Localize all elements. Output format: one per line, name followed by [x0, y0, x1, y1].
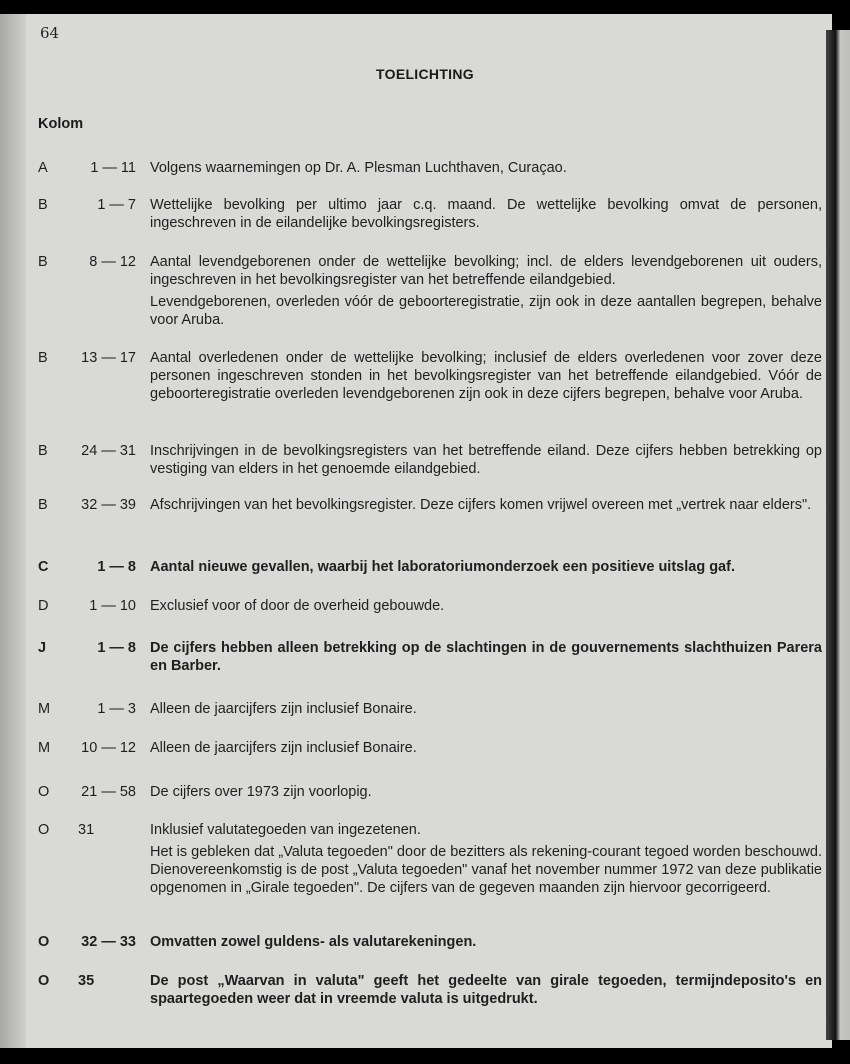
note-column-range: 31: [78, 822, 95, 838]
note-paragraph: Afschrijvingen van het bevolkingsregister. Deze cijfers komen vrijwel overeen met „vertrek naar elders".: [150, 497, 812, 513]
note-column-range: 1 — 7: [97, 197, 136, 213]
note-column-letter: M: [38, 740, 51, 756]
note-column-letter: J: [38, 640, 47, 656]
note-column-range: 1 — 8: [97, 640, 136, 656]
note-text: [150, 558, 822, 576]
note-text: [150, 972, 822, 1008]
note-column-letter: A: [38, 160, 48, 176]
note-column-letter: B: [38, 350, 48, 366]
note-text: [150, 821, 822, 897]
book-binding-edge: [0, 14, 26, 1048]
note-column-range: 32 — 33: [81, 934, 136, 950]
note-column-range: 1 — 3: [97, 701, 136, 717]
next-page-edge: [826, 30, 850, 1040]
note-text: [150, 196, 822, 232]
note-text: [150, 253, 822, 329]
note-paragraph: Volgens waarnemingen op Dr. A. Plesman Luchthaven, Curaçao.: [150, 160, 567, 176]
note-paragraph: Aantal levendgeborenen onder de wettelijke bevolking; incl. de elders levendgeborenen uit ouders, ingeschreven in het bevolkingsregister van het betreffende eilandgebied.: [150, 254, 822, 288]
page-number: 64: [40, 24, 60, 42]
note-paragraph: Wettelijke bevolking per ultimo jaar c.q. maand. De wettelijke bevolking omvat de personen, ingeschreven in de eilandelijke bevolkingsregisters.: [150, 197, 822, 231]
page-title: TOELICHTING: [376, 66, 474, 82]
note-text: [150, 442, 822, 478]
note-column-range: 35: [78, 973, 95, 989]
note-column-range: 8 — 12: [89, 254, 136, 270]
note-column-letter: B: [38, 197, 48, 213]
note-column-letter: B: [38, 443, 48, 459]
note-paragraph: De cijfers hebben alleen betrekking op de slachtingen in de gouvernements slachthuizen Parera en Barber.: [150, 640, 822, 674]
note-column-letter: D: [38, 598, 49, 614]
note-text: [150, 597, 822, 615]
note-text: [150, 739, 822, 757]
note-paragraph: Omvatten zowel guldens- als valutarekeningen.: [150, 934, 477, 950]
note-column-range: 13 — 17: [81, 350, 136, 366]
note-column-letter: O: [38, 784, 50, 800]
note-paragraph: Aantal nieuwe gevallen, waarbij het laboratoriumonderzoek een positieve uitslag gaf.: [150, 559, 735, 575]
note-paragraph: Inklusief valutategoeden van ingezetenen.: [150, 822, 421, 838]
note-text: [150, 933, 822, 951]
note-column-range: 1 — 11: [90, 160, 136, 176]
note-column-letter: O: [38, 973, 50, 989]
note-paragraph: Inschrijvingen in de bevolkingsregisters van het betreffende eiland. Deze cijfers hebben betrekking op vestiging van elders in het genoemde eilandgebied.: [150, 443, 822, 477]
note-column-range: 1 — 8: [97, 559, 136, 575]
note-column-letter: M: [38, 701, 51, 717]
note-column-letter: B: [38, 254, 48, 270]
note-column-letter: O: [38, 822, 50, 838]
note-paragraph: Exclusief voor of door de overheid gebouwde.: [150, 598, 445, 614]
note-paragraph: De cijfers over 1973 zijn voorlopig.: [150, 784, 372, 800]
note-column-range: 1 — 10: [89, 598, 136, 614]
note-paragraph: De post „Waarvan in valuta" geeft het gedeelte van girale tegoeden, termijndeposito's en spaartegoeden weer dat in vreemde valuta is uitgedrukt.: [150, 973, 822, 1007]
note-column-letter: C: [38, 559, 49, 575]
note-paragraph: Alleen de jaarcijfers zijn inclusief Bonaire.: [150, 740, 417, 756]
note-paragraph: Aantal overledenen onder de wettelijke bevolking; inclusief de elders overledenen voor zover deze personen ingeschreven stonden in het bevolkingsregister van het betreffende eilandgebied. Vóór de geboorteregistratie overleden levendgeborenen zijn ook in deze cijfers begrepen, behalve voor Aruba.: [150, 350, 822, 402]
note-column-range: 21 — 58: [81, 784, 136, 800]
note-text: [150, 496, 822, 514]
note-text: [150, 159, 822, 177]
note-column-range: 32 — 39: [81, 497, 136, 513]
kolom-heading: Kolom: [38, 116, 84, 132]
note-paragraph: Levendgeborenen, overleden vóór de geboorteregistratie, zijn ook in deze aantallen begrepen, behalve voor Aruba.: [150, 294, 822, 328]
note-text: [150, 700, 822, 718]
note-column-letter: O: [38, 934, 50, 950]
note-column-range: 24 — 31: [81, 443, 136, 459]
note-paragraph: Het is gebleken dat „Valuta tegoeden" door de bezitters als rekening-courant tegoed worden beschouwd. Dienovereenkomstig is de post „Valuta tegoeden" vanaf het november nummer 1972 van deze publikatie opgenomen in „Girale tegoeden". De cijfers van de gegeven maanden zijn hiervoor gecorrigeerd.: [150, 844, 822, 896]
note-text: [150, 349, 822, 403]
note-text: [150, 783, 822, 801]
note-column-letter: B: [38, 497, 48, 513]
note-text: [150, 639, 822, 675]
note-column-range: 10 — 12: [81, 740, 136, 756]
note-paragraph: Alleen de jaarcijfers zijn inclusief Bonaire.: [150, 701, 417, 717]
